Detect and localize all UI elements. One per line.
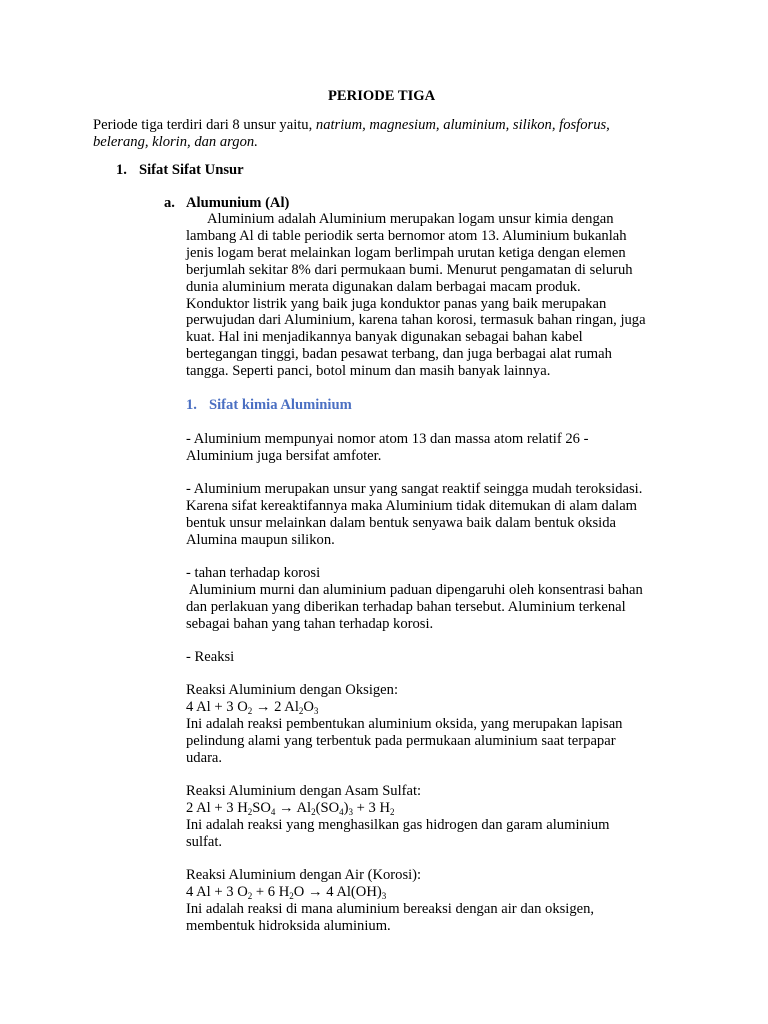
block-line: - Aluminium mempunyai nomor atom 13 dan massa atom relatif 26 - xyxy=(186,431,589,447)
intro-line-1 xyxy=(93,117,610,134)
reaction-2-equation xyxy=(186,800,395,817)
block-line: dan perlakuan yang diberikan terhadap bahan tersebut. Aluminium terkenal xyxy=(186,598,626,615)
property-block-2 xyxy=(186,481,642,549)
paragraph-line: lambang Al di table periodik serta bernomor atom 13. Aluminium bukanlah xyxy=(186,227,627,244)
eq-subscript: 4 xyxy=(339,807,344,817)
desc-line: sulfat. xyxy=(186,833,223,850)
desc-line: udara. xyxy=(186,749,223,766)
desc-line: Ini adalah reaksi yang menghasilkan gas hidrogen dan garam aluminium xyxy=(186,817,610,833)
paragraph-line: jenis logam berat melainkan logam berlimpah urutan ketiga dengan elemen xyxy=(186,244,626,261)
property-block-3 xyxy=(186,565,643,633)
intro-text: Periode tiga terdiri dari 8 unsur yaitu, xyxy=(93,117,316,133)
paragraph-line: perwujudan dari Aluminium, karena tahan korosi, termasuk bahan ringan, juga xyxy=(186,312,646,329)
reaksi-label: - Reaksi xyxy=(186,649,235,665)
eq-text: → Al xyxy=(275,800,312,816)
eq-text: 4 Al + 3 O xyxy=(186,699,248,715)
intro-elements: natrium, magnesium, aluminium, silikon, fosforus, xyxy=(315,117,610,133)
eq-subscript: 3 xyxy=(313,706,319,716)
paragraph-line: berjumlah sekitar 8% dari permukaan bumi. Menurut pengamatan di seluruh xyxy=(186,261,633,278)
eq-subscript: 2 xyxy=(390,807,395,817)
page-title: PERIODE TIGA xyxy=(328,88,436,104)
subsection-letter: a. xyxy=(164,195,175,211)
reaction-1-description xyxy=(186,716,622,767)
eq-text: + 3 H xyxy=(352,800,390,816)
desc-line: Ini adalah reaksi pembentukan aluminium oksida, yang merupakan lapisan xyxy=(186,716,623,732)
reaction-1-title: Reaksi Aluminium dengan Oksigen: xyxy=(186,682,398,698)
eq-subscript: 2 xyxy=(289,891,294,901)
eq-subscript: 3 xyxy=(348,807,353,817)
eq-text: → 2 Al xyxy=(252,699,299,715)
eq-text: O xyxy=(303,699,314,715)
block-line: - Aluminium merupakan unsur yang sangat reaktif seingga mudah teroksidasi. xyxy=(186,481,643,497)
block-line: Alumina maupun silikon. xyxy=(186,531,335,548)
eq-subscript: 2 xyxy=(247,891,253,901)
block-line: sebagai bahan yang tahan terhadap korosi. xyxy=(186,615,434,632)
reaction-2-title: Reaksi Aluminium dengan Asam Sulfat: xyxy=(186,783,422,799)
heading-sifat-kimia: Sifat kimia Aluminium xyxy=(209,397,352,413)
desc-line: pelindung alami yang terbentuk pada permukaan aluminium saat terpapar xyxy=(186,732,616,749)
block-line: Karena sifat kereaktifannya maka Aluminium tidak ditemukan di alam dalam xyxy=(186,497,638,514)
reaction-3-description xyxy=(186,901,594,935)
paragraph-line: kuat. Hal ini menjadikannya banyak digunakan sebagai bahan kabel xyxy=(186,329,583,346)
eq-text: 4 Al + 3 O xyxy=(186,884,248,900)
block-line: Aluminium juga bersifat amfoter. xyxy=(186,447,382,464)
intro-line-2: belerang, klorin, dan argon. xyxy=(93,134,258,150)
eq-subscript: 3 xyxy=(381,891,387,901)
eq-subscript: 2 xyxy=(311,807,316,817)
heading-number: 1. xyxy=(186,397,197,413)
reaction-2-description xyxy=(186,817,610,851)
paragraph-line: bertegangan tinggi, badan pesawat terbang, dan juga berbagai alat rumah xyxy=(186,346,612,363)
reaction-3-equation xyxy=(186,884,386,901)
property-block-1 xyxy=(186,431,588,465)
section-number: 1. xyxy=(116,162,127,178)
eq-text: (SO xyxy=(315,800,340,816)
block-line: Aluminium murni dan aluminium paduan dipengaruhi oleh konsentrasi bahan xyxy=(186,581,643,598)
aluminium-paragraph xyxy=(186,211,646,380)
section-heading: Sifat Sifat Unsur xyxy=(139,162,244,178)
paragraph-line: tangga. Seperti panci, botol minum dan masih banyak lainnya. xyxy=(186,363,551,380)
reaction-1-equation xyxy=(186,699,318,716)
eq-text: ) xyxy=(343,800,349,816)
eq-subscript: 4 xyxy=(270,807,276,817)
eq-text: O → 4 Al(OH) xyxy=(293,884,382,900)
reaction-3-title: Reaksi Aluminium dengan Air (Korosi): xyxy=(186,867,422,883)
desc-line: membentuk hidroksida aluminium. xyxy=(186,917,391,934)
eq-subscript: 2 xyxy=(298,706,304,716)
eq-text: SO xyxy=(252,800,271,816)
eq-subscript: 2 xyxy=(247,706,253,716)
block-line: bentuk unsur melainkan dalam bentuk senyawa baik dalam bentuk oksida xyxy=(186,514,616,531)
eq-text: 2 Al + 3 H xyxy=(186,800,248,816)
paragraph-line: dunia aluminium merata digunakan dalam berbagai macam produk. xyxy=(186,278,581,295)
paragraph-line: Aluminium adalah Aluminium merupakan logam unsur kimia dengan xyxy=(207,211,614,227)
block-line: - tahan terhadap korosi xyxy=(186,565,321,581)
paragraph-line: Konduktor listrik yang baik juga konduktor panas yang baik merupakan xyxy=(186,295,607,312)
subsection-heading: Alumunium (Al) xyxy=(186,195,290,211)
desc-line: Ini adalah reaksi di mana aluminium bereaksi dengan air dan oksigen, xyxy=(186,901,595,917)
eq-subscript: 2 xyxy=(247,807,253,817)
eq-text: + 6 H xyxy=(252,884,290,900)
